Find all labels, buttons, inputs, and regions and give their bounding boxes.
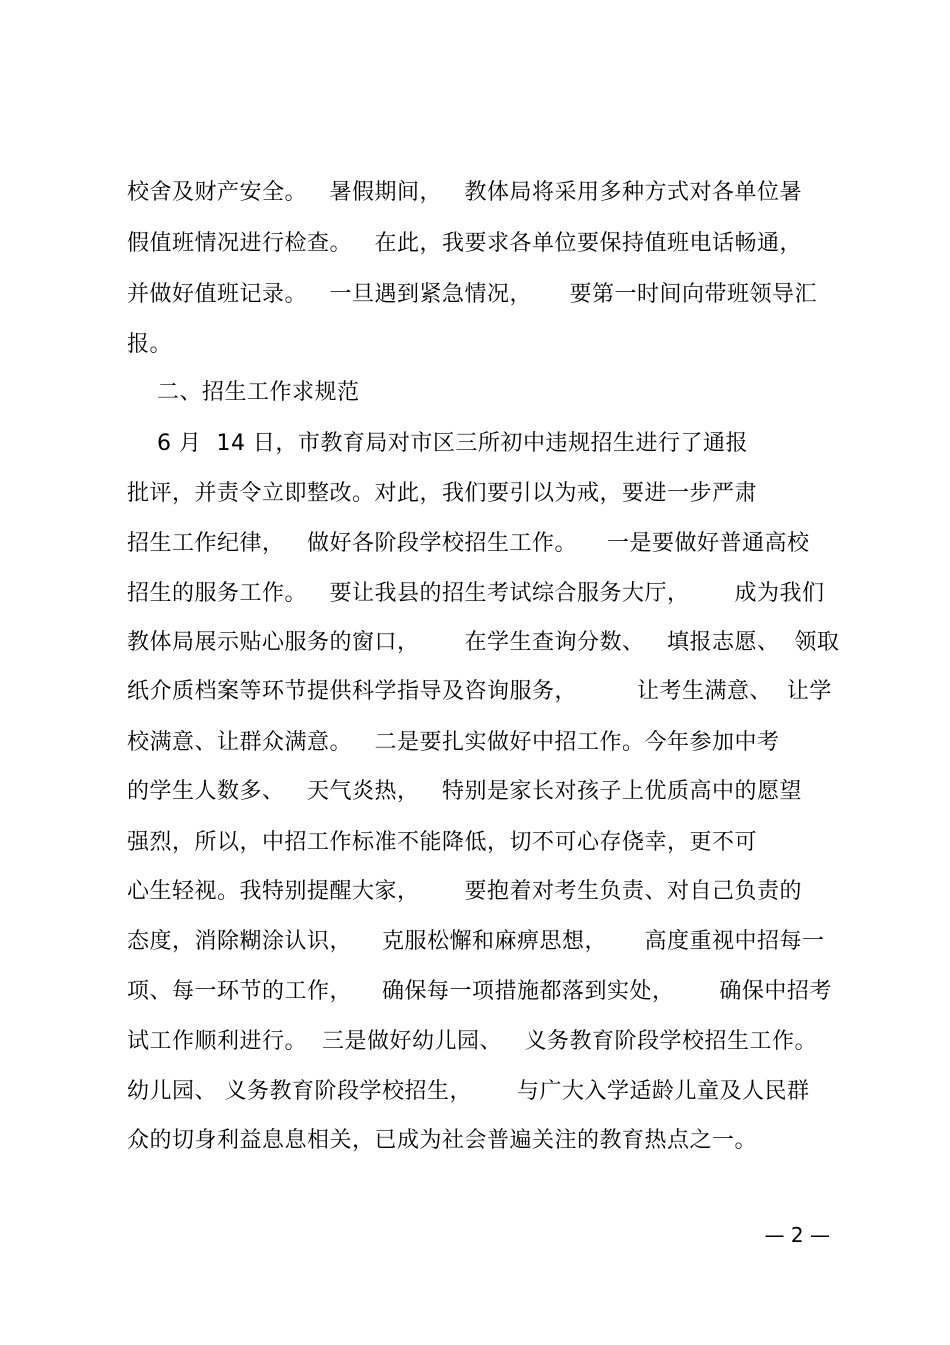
text-line: 强烈，所以，中招工作标准不能降低，切不可心存侥幸，更不可 xyxy=(127,830,758,855)
text-line: 并做好值班记录。 一旦遇到紧急情况， 要第一时间向带班领导汇 xyxy=(127,282,817,307)
text-line: 项、每一环节的工作， 确保每一项措施都落到实处， 确保中招考 xyxy=(127,979,832,1004)
text-line: 纸介质档案等环节提供科学指导及咨询服务， 让考生满意、 让学 xyxy=(127,679,832,704)
text-line: 试工作顺利进行。 三是做好幼儿园、 义务教育阶段学校招生工作。 xyxy=(127,1029,817,1054)
page-number: — 2 — xyxy=(764,1223,830,1247)
text-line: 假值班情况进行检查。 在此，我要求各单位要保持值班电话畅通， xyxy=(127,231,802,256)
text-line: 态度，消除糊涂认识， 克服松懈和麻痹思想， 高度重视中招每一 xyxy=(127,929,825,954)
text-line: 校舍及财产安全。 暑假期间， 教体局将采用多种方式对各单位暑 xyxy=(127,180,802,205)
text-line: 心生轻视。我特别提醒大家， 要抱着对考生负责、对自己负责的 xyxy=(127,879,802,904)
text-line: 批评，并责令立即整改。对此，我们要引以为戒，要进一步严肃 xyxy=(127,481,758,506)
text-line: 6 月 14 日，市教育局对市区三所初中违规招生进行了通报 xyxy=(127,431,748,456)
section-heading: 二、招生工作求规范 xyxy=(127,380,360,405)
text-line: 招生的服务工作。 要让我县的招生考试综合服务大厅， 成为我们 xyxy=(127,581,825,606)
text-line: 众的切身利益息息相关，已成为社会普遍关注的教育热点之一。 xyxy=(127,1128,758,1153)
text-line: 幼儿园、 义务教育阶段学校招生， 与广大入学适龄儿童及人民群 xyxy=(127,1079,810,1104)
text-line: 报。 xyxy=(127,332,173,357)
text-line: 招生工作纪律， 做好各阶段学校招生工作。 一是要做好普通高校 xyxy=(127,531,810,556)
text-line: 的学生人数多、 天气炎热， 特别是家长对孩子上优质高中的愿望 xyxy=(127,779,802,804)
text-line: 教体局展示贴心服务的窗口， 在学生查询分数、 填报志愿、 领取 xyxy=(127,630,840,655)
text-line: 校满意、让群众满意。 二是要扎实做好中招工作。今年参加中考 xyxy=(127,730,780,755)
